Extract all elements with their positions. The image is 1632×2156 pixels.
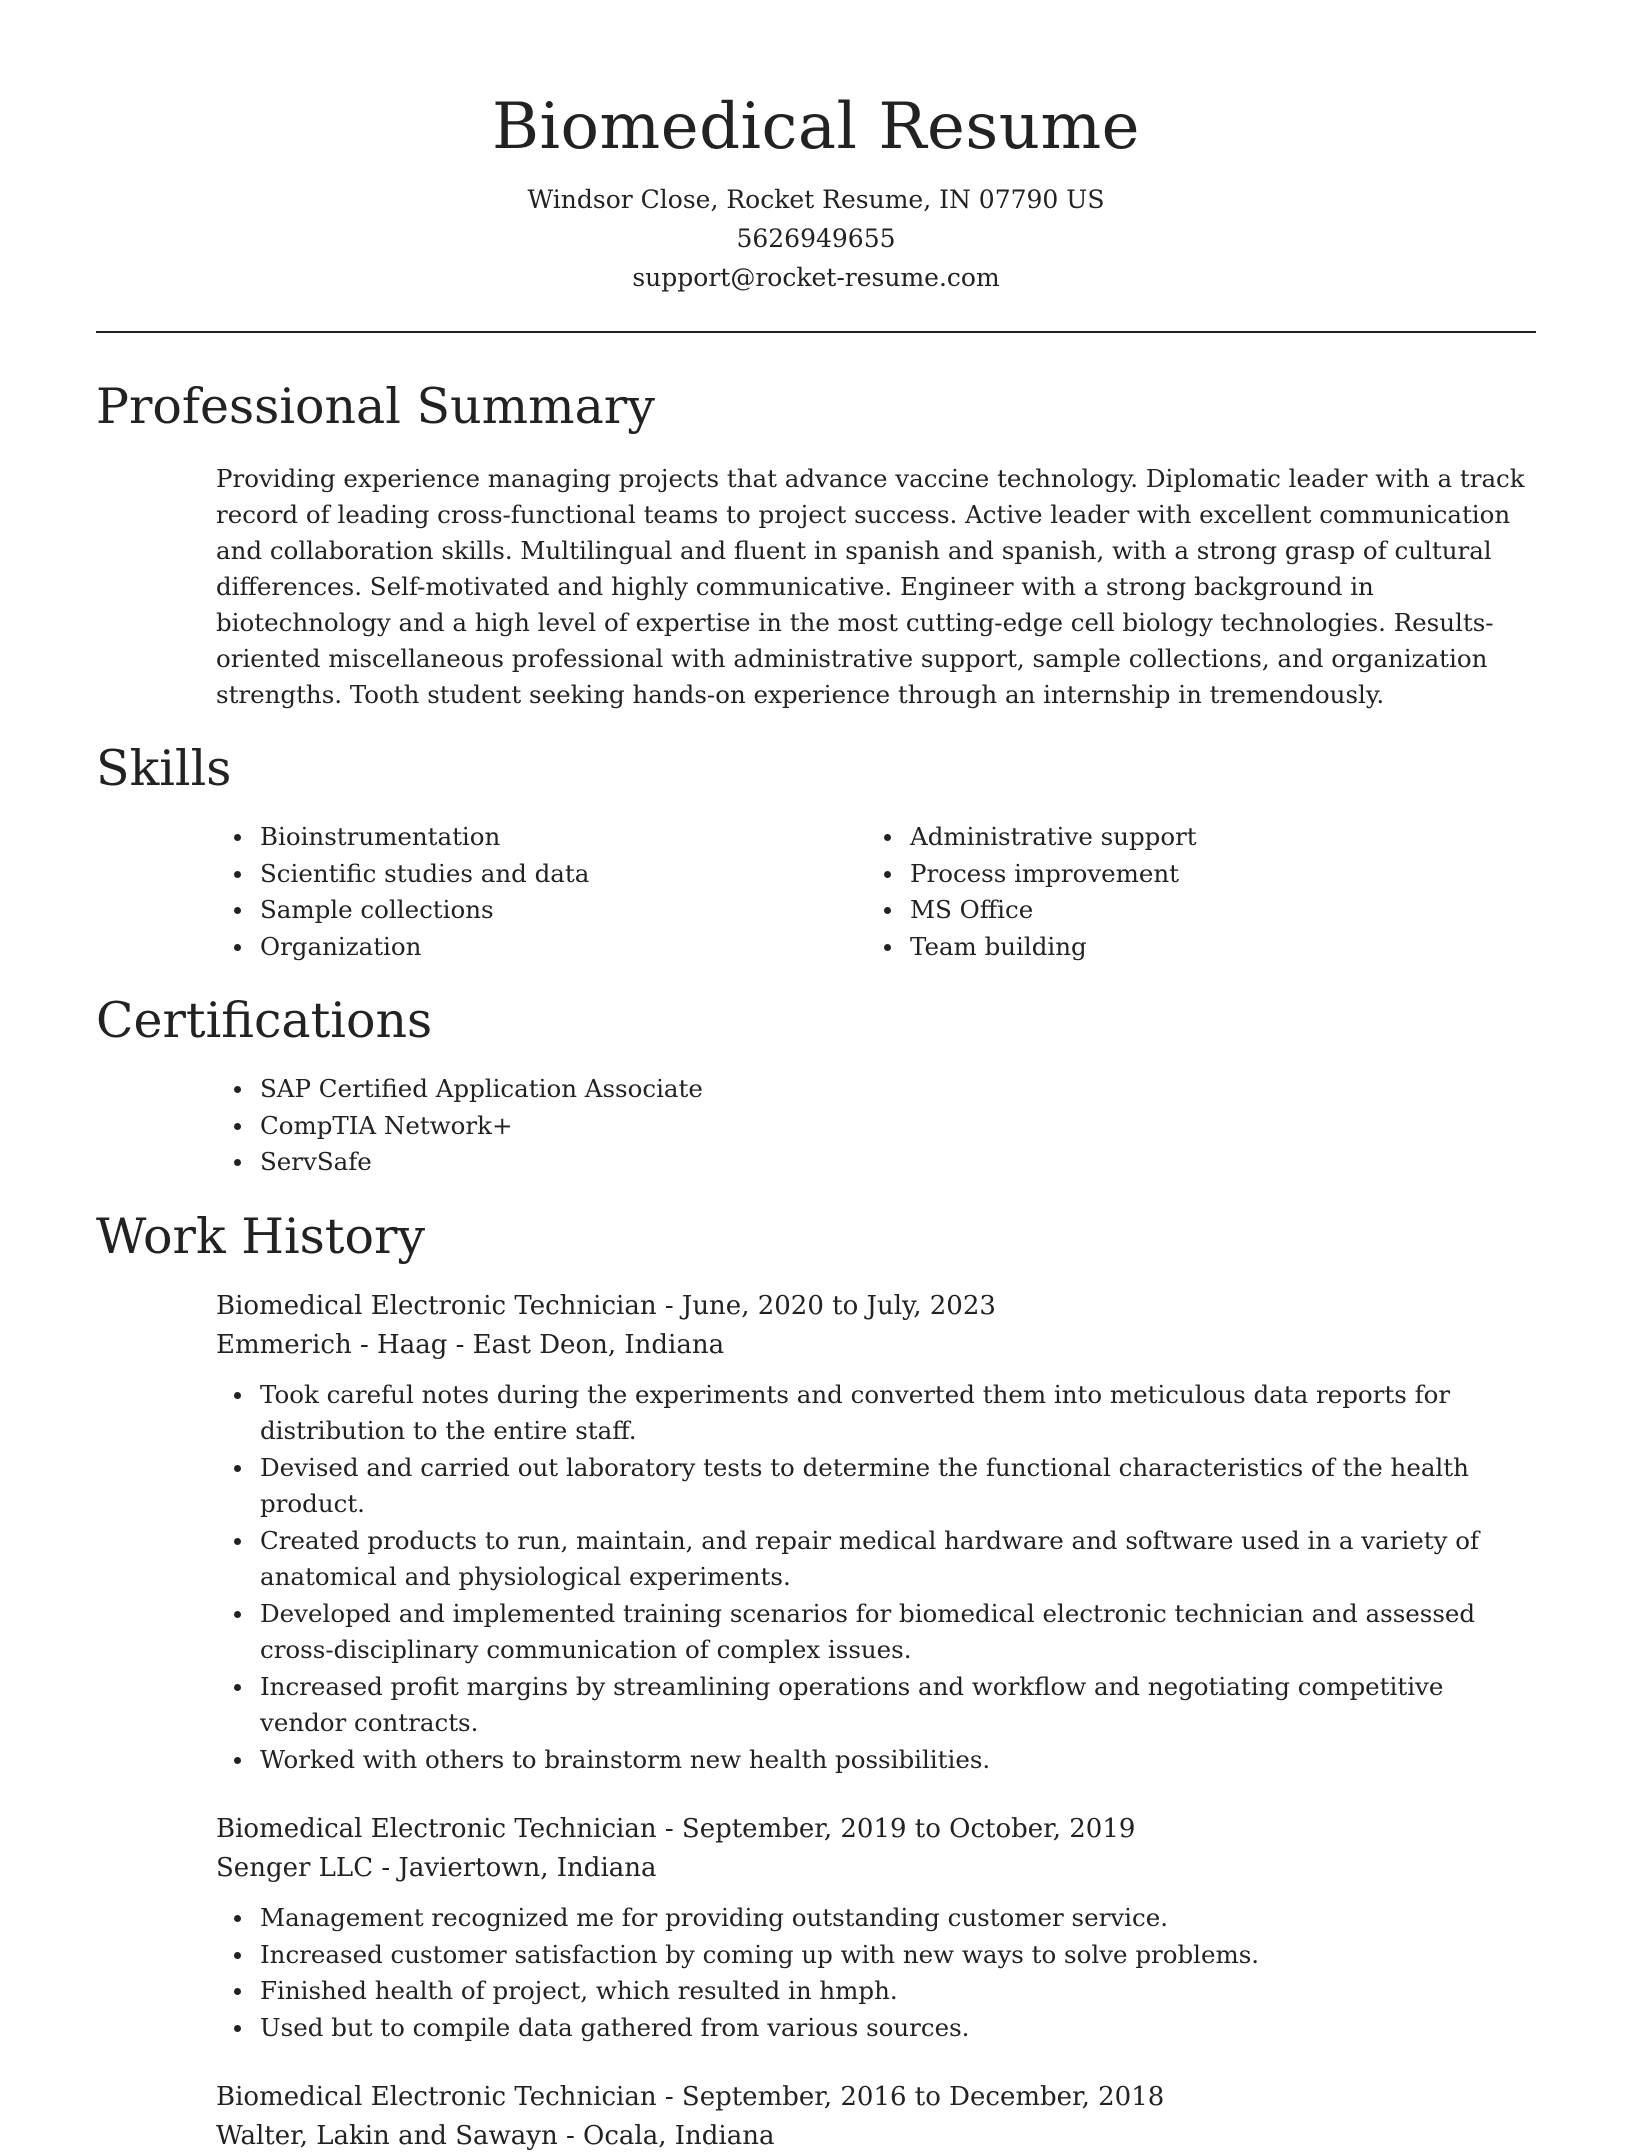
job-heading: Biomedical Electronic Technician - September, 2019 to October, 2019	[216, 1810, 1536, 1849]
skill-item: Sample collections	[260, 892, 910, 929]
job-bullet: Increased profit margins by streamlining operations and workflow and negotiating competitive vendor contracts.	[260, 1669, 1510, 1742]
resume-title: Biomedical Resume	[96, 88, 1536, 166]
skills-section	[96, 739, 1536, 965]
contact-info	[96, 180, 1536, 297]
job-bullets	[260, 1377, 1510, 1779]
work-history-heading: Work History	[96, 1207, 1536, 1267]
certifications-list	[260, 1071, 1536, 1181]
job-bullet: Took careful notes during the experiments and converted them into meticulous data reports for distribution to the entire staff.	[260, 1377, 1510, 1450]
certifications-heading: Certifications	[96, 991, 1536, 1051]
phone: 5626949655	[96, 219, 1536, 258]
job-entry	[216, 1810, 1536, 2046]
job-heading: Biomedical Electronic Technician - June, 2020 to July, 2023	[216, 1287, 1536, 1326]
job-entry	[216, 1287, 1536, 1779]
job-bullet: Increased customer satisfaction by coming up with new ways to solve problems.	[260, 1937, 1510, 1974]
skill-item: Scientific studies and data	[260, 856, 910, 893]
summary-heading: Professional Summary	[96, 377, 1536, 437]
resume-header	[96, 0, 1536, 297]
skills-grid	[96, 819, 1536, 965]
resume-page	[96, 0, 1536, 2156]
email: support@rocket-resume.com	[96, 258, 1536, 297]
summary-section	[96, 377, 1536, 713]
skill-item: MS Office	[910, 892, 1530, 929]
skill-item: Bioinstrumentation	[260, 819, 910, 856]
skill-item: Process improvement	[910, 856, 1530, 893]
job-bullet: Developed and implemented training scenarios for biomedical electronic technician and assessed cross-disciplinary communication of complex issues.	[260, 1596, 1510, 1669]
work-history-section	[96, 1207, 1536, 2156]
skills-list-right	[910, 819, 1530, 965]
job-company: Senger LLC - Javiertown, Indiana	[216, 1849, 1536, 1888]
job-company: Emmerich - Haag - East Deon, Indiana	[216, 1326, 1536, 1365]
job-bullet: Devised and carried out laboratory tests to determine the functional characteristics of the health product.	[260, 1450, 1510, 1523]
certification-item: ServSafe	[260, 1144, 1536, 1181]
skills-heading: Skills	[96, 739, 1536, 799]
job-bullet: Worked with others to brainstorm new health possibilities.	[260, 1742, 1510, 1779]
certifications-section	[96, 991, 1536, 1181]
job-bullets	[260, 1900, 1510, 2046]
skill-item: Administrative support	[910, 819, 1530, 856]
skill-item: Team building	[910, 929, 1530, 966]
job-bullet: Management recognized me for providing outstanding customer service.	[260, 1900, 1510, 1937]
job-heading: Biomedical Electronic Technician - September, 2016 to December, 2018	[216, 2078, 1536, 2117]
summary-text: Providing experience managing projects that advance vaccine technology. Diplomatic leader with a track record of leading cross-functional teams to project success. Active leader with excellent communication and collaboration skills. Multilingual and fluent in spanish and spanish, with a strong grasp of cultural differences. Self-motivated and highly communicative. Engineer with a strong background in biotechnology and a high level of expertise in the most cutting-edge cell biology technologies. Results-oriented miscellaneous professional with administrative support, sample collections, and organization strengths. Tooth student seeking hands-on experience through an internship in tremendously.	[216, 461, 1536, 713]
certification-item: CompTIA Network+	[260, 1108, 1536, 1145]
job-company: Walter, Lakin and Sawayn - Ocala, Indiana	[216, 2117, 1536, 2156]
job-entry	[216, 2078, 1536, 2156]
job-bullet: Used but to compile data gathered from various sources.	[260, 2010, 1510, 2047]
header-divider	[96, 331, 1536, 333]
job-bullet: Created products to run, maintain, and repair medical hardware and software used in a variety of anatomical and physiological experiments.	[260, 1523, 1510, 1596]
skill-item: Organization	[260, 929, 910, 966]
certification-item: SAP Certified Application Associate	[260, 1071, 1536, 1108]
skills-list-left	[260, 819, 910, 965]
job-bullet: Finished health of project, which resulted in hmph.	[260, 1973, 1510, 2010]
address: Windsor Close, Rocket Resume, IN 07790 US	[96, 180, 1536, 219]
